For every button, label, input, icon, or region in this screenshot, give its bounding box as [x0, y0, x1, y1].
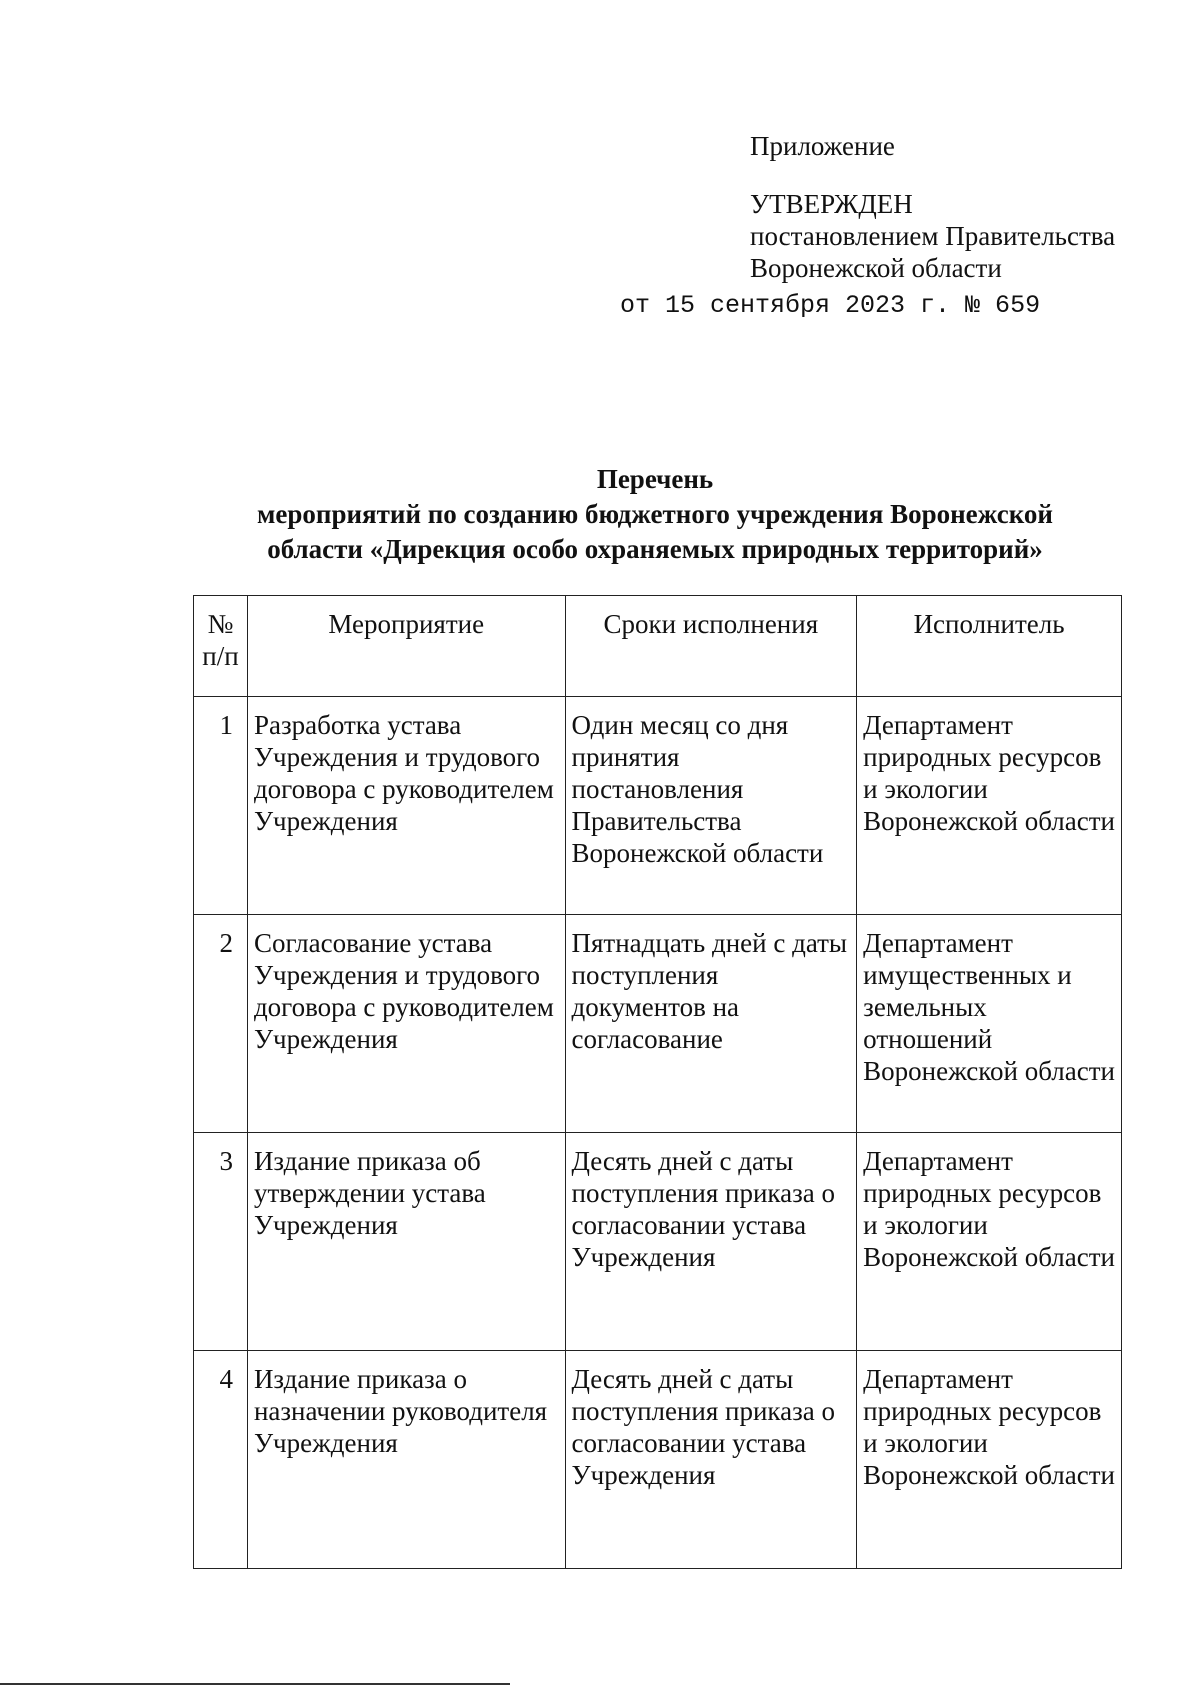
row-executor: Департамент имущественных и земельных отношений Воронежской области [857, 915, 1122, 1133]
row-executor: Департамент природных ресурсов и экологии Воронежской области [857, 1133, 1122, 1351]
header-executor: Исполнитель [857, 596, 1122, 697]
approval-block [620, 130, 1116, 322]
header-term: Сроки исполнения [565, 596, 857, 697]
row-num: 1 [194, 697, 248, 915]
approved-by-line-1: постановлением Правительства [750, 221, 1116, 251]
heading-line-2: мероприятий по созданию бюджетного учреждения Воронежской [257, 499, 1053, 529]
header-num: № п/п [194, 596, 248, 697]
document-heading [190, 462, 1120, 567]
row-executor: Департамент природных ресурсов и экологии Воронежской области [857, 1351, 1122, 1569]
row-num: 2 [194, 915, 248, 1133]
row-term: Пятнадцать дней с даты поступления документов на согласование [565, 915, 857, 1133]
row-executor: Департамент природных ресурсов и экологии Воронежской области [857, 697, 1122, 915]
appendix-label: Приложение [750, 131, 895, 161]
approved-label: УТВЕРЖДЕН [750, 189, 913, 219]
row-event: Разработка устава Учреждения и трудового договора с руководителем Учреждения [247, 697, 565, 915]
row-event: Издание приказа о назначении руководителя Учреждения [247, 1351, 565, 1569]
heading-line-3: области «Дирекция особо охраняемых природных территорий» [267, 534, 1043, 564]
row-event: Издание приказа об утверждении устава Учреждения [247, 1133, 565, 1351]
heading-title: Перечень [596, 464, 714, 494]
header-event: Мероприятие [247, 596, 565, 697]
row-num: 4 [194, 1351, 248, 1569]
table-row [194, 697, 1122, 915]
row-num: 3 [194, 1133, 248, 1351]
table-row [194, 915, 1122, 1133]
footer-divider [0, 1683, 510, 1685]
row-term: Десять дней с даты поступления приказа о согласовании устава Учреждения [565, 1133, 857, 1351]
table-row [194, 1133, 1122, 1351]
decree-date-number: от 15 сентября 2023 г. № 659 [620, 291, 1041, 320]
events-table [193, 595, 1122, 1569]
row-term: Десять дней с даты поступления приказа о согласовании устава Учреждения [565, 1351, 857, 1569]
approved-by-line-2: Воронежской области [750, 253, 1002, 283]
table-header-row [194, 596, 1122, 697]
row-term: Один месяц со дня принятия постановления Правительства Воронежской области [565, 697, 857, 915]
row-event: Согласование устава Учреждения и трудового договора с руководителем Учреждения [247, 915, 565, 1133]
table-row [194, 1351, 1122, 1569]
